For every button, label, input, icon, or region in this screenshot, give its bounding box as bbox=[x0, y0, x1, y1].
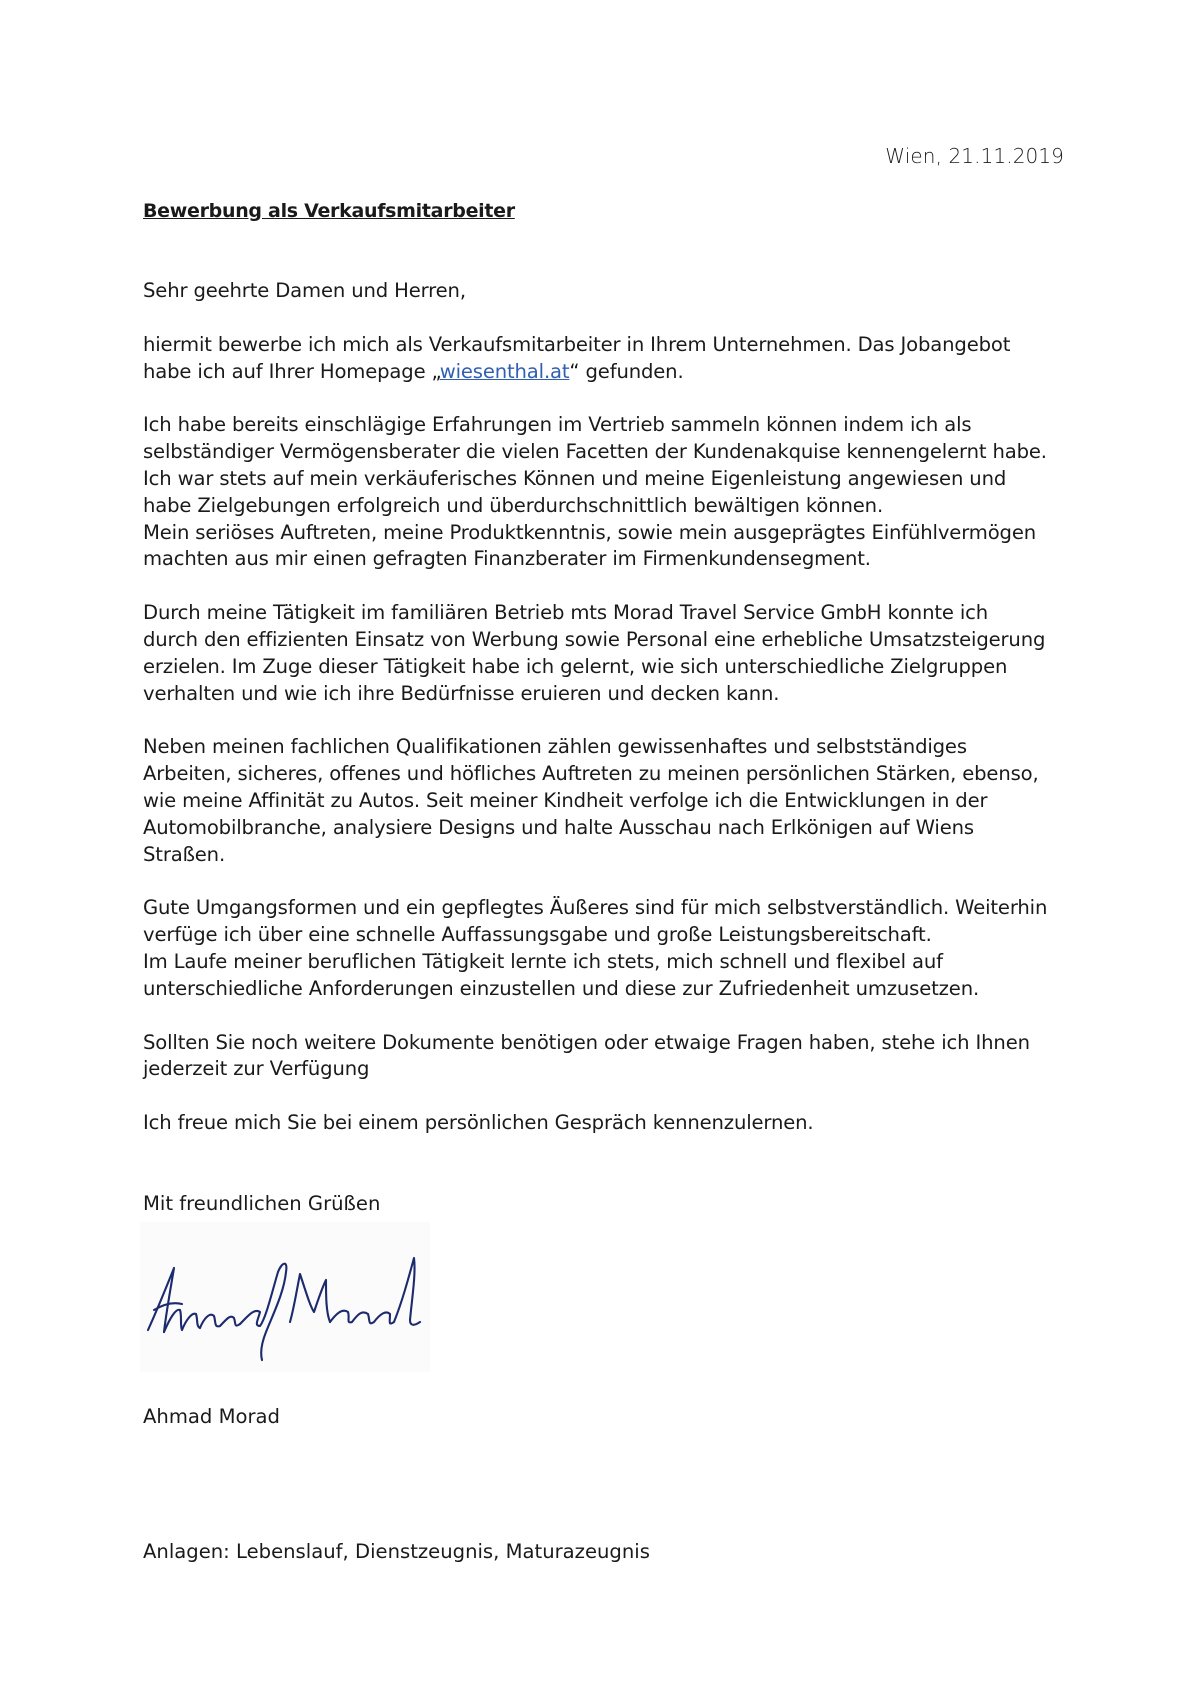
salutation: Sehr geehrte Damen und Herren, bbox=[143, 279, 466, 302]
paragraph-qualifications bbox=[143, 734, 1083, 868]
intro-line-2 bbox=[143, 359, 1083, 386]
paragraph-closing: Ich freue mich Sie bei einem persönlichen Gespräch kennenzulernen. bbox=[143, 1111, 814, 1135]
business-line: durch den effizienten Einsatz von Werbung sowie Personal eine erhebliche Umsatzsteigerung bbox=[143, 627, 1046, 651]
manners-line: Gute Umgangsformen und ein gepflegtes Äußeres sind für mich selbstverständlich. Weiterhin bbox=[143, 896, 1048, 920]
letter-subject: Bewerbung als Verkaufsmitarbeiter bbox=[143, 200, 515, 222]
qualifications-line: Neben meinen fachlichen Qualifikationen zählen gewissenhaftes und selbstständiges bbox=[143, 735, 967, 759]
qualifications-line: Arbeiten, sicheres, offenes und höfliches Auftreten zu meinen persönlichen Stärken, ebenso, bbox=[143, 762, 1039, 786]
documents-line: Sollten Sie noch weitere Dokumente benötigen oder etwaige Fragen haben, stehe ich Ihnen bbox=[143, 1030, 1030, 1054]
manners-line: unterschiedliche Anforderungen einzustellen und diese zur Zufriedenheit umzusetzen. bbox=[143, 976, 980, 1000]
experience-line: Ich habe bereits einschlägige Erfahrungen im Vertrieb sammeln können indem ich als bbox=[143, 413, 972, 437]
paragraph-business bbox=[143, 600, 1083, 707]
letter-body bbox=[143, 278, 1083, 1164]
experience-line: habe Zielgebungen erfolgreich und überdurchschnittlich bewältigen können. bbox=[143, 493, 884, 517]
experience-line: Ich war stets auf mein verkäuferisches Können und meine Eigenleistung angewiesen und bbox=[143, 466, 1007, 490]
handwritten-signature bbox=[140, 1222, 430, 1372]
qualifications-line: wie meine Affinität zu Autos. Seit meiner Kindheit verfolge ich die Entwicklungen in der bbox=[143, 788, 988, 812]
paragraph-manners bbox=[143, 895, 1083, 1002]
manners-line: Im Laufe meiner beruflichen Tätigkeit lernte ich stets, mich schnell und flexibel auf bbox=[143, 949, 943, 973]
paragraph-experience bbox=[143, 412, 1083, 573]
experience-line: selbständiger Vermögensberater die vielen Facetten der Kundenakquise kennengelernt habe. bbox=[143, 440, 1047, 464]
intro-line-2-post: “ gefunden. bbox=[569, 359, 684, 383]
business-line: Durch meine Tätigkeit im familiären Betrieb mts Morad Travel Service GmbH konnte ich bbox=[143, 601, 989, 625]
experience-line: Mein seriöses Auftreten, meine Produktkenntnis, sowie mein ausgeprägtes Einfühlvermögen bbox=[143, 520, 1036, 544]
paragraph-intro bbox=[143, 332, 1083, 386]
intro-line-1: hiermit bewerbe ich mich als Verkaufsmitarbeiter in Ihrem Unternehmen. Das Jobangebot bbox=[143, 332, 1011, 356]
homepage-link[interactable]: wiesenthal.at bbox=[439, 359, 570, 383]
business-line: erzielen. Im Zuge dieser Tätigkeit habe ich gelernt, wie sich unterschiedliche Zielgruppen bbox=[143, 654, 1008, 678]
intro-line-2-pre: habe ich auf Ihrer Homepage „ bbox=[143, 359, 440, 383]
qualifications-line: Automobilbranche, analysiere Designs und halte Ausschau nach Erlkönigen auf Wiens bbox=[143, 815, 974, 839]
paragraph-documents bbox=[143, 1030, 1083, 1084]
business-line: verhalten und wie ich ihre Bedürfnisse eruieren und decken kann. bbox=[143, 681, 780, 705]
letter-date: Wien, 21.11.2019 bbox=[885, 144, 1064, 168]
attachments-line: Anlagen: Lebenslauf, Dienstzeugnis, Maturazeugnis bbox=[143, 1540, 650, 1563]
qualifications-line: Straßen. bbox=[143, 842, 226, 866]
documents-line: jederzeit zur Verfügung bbox=[143, 1057, 370, 1081]
sender-name: Ahmad Morad bbox=[143, 1405, 280, 1428]
closing-formula: Mit freundlichen Grüßen bbox=[143, 1192, 381, 1215]
experience-line: machten aus mir einen gefragten Finanzberater im Firmenkundensegment. bbox=[143, 547, 871, 571]
manners-line: verfüge ich über eine schnelle Auffassungsgabe und große Leistungsbereitschaft. bbox=[143, 923, 932, 947]
